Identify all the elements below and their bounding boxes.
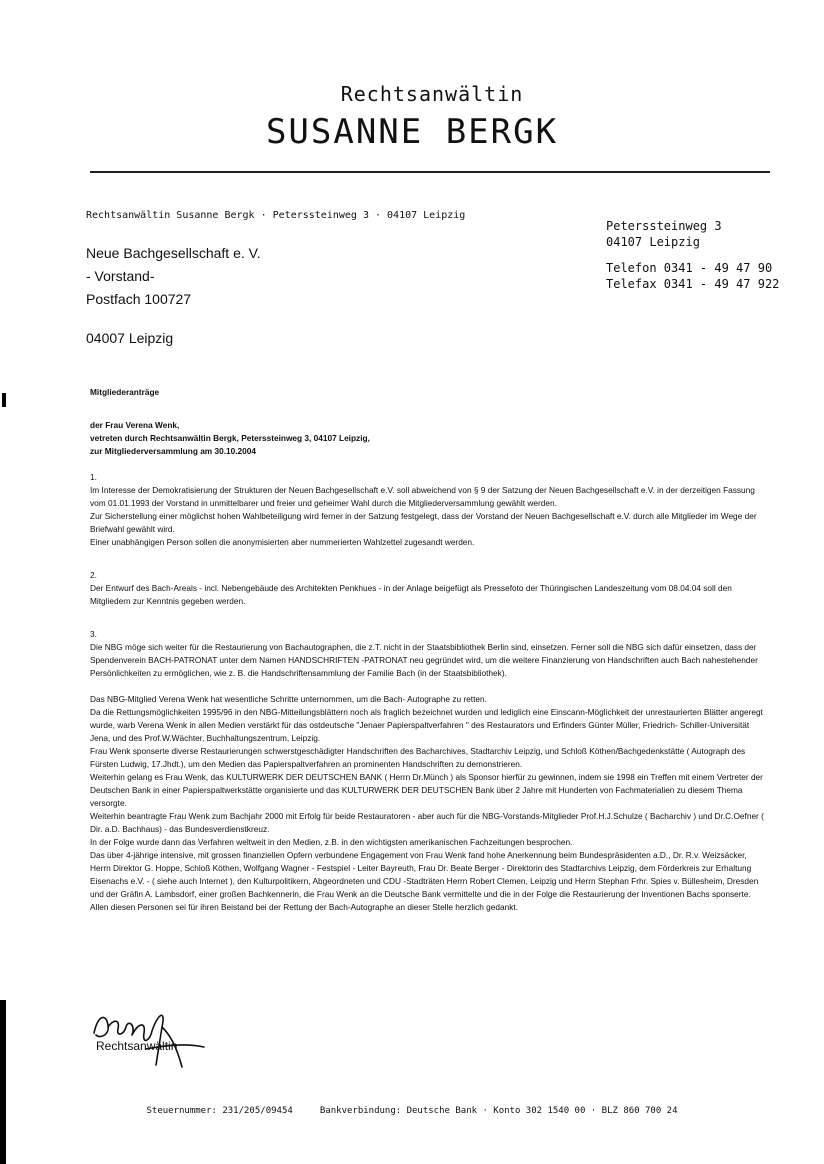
paragraph: Weiterhin beantragte Frau Wenk zum Bachjahr 2000 mit Erfolg für beide Restauratoren - aber auch für die NBG-Vorstands-Mitglieder Prof.H.J.Schulze ( Bacharchiv ) und Dr.C.Oefner ( Dir. a.D. Bachhaus) - das Bundesverdienstkreuz. bbox=[90, 811, 764, 834]
paragraph: Das über 4-jährige intensive, mit grossen finanziellen Opfern verbundene Engagement von Frau Wenk fand hohe Anerkennung beim Bundespräsidenten a.D., Dr. R.v. Weizsäcker, Herrn Direktor G. Hoppe, Schloß Köthen, Wolfgang Wagner - Festspiel - Leiter Bayreuth, Frau Dr. Beate Berger - Direktorin des Stadtarchivs Leipzig, dem Förderkreis zur Erhaltung Eisenachs e.V. - ( siehe auch Internet ), den Kulturpolitikern, Abgeordneten und CDU -Stadträten Herrn Robert Clemen, Leipzig und Herrn Stephan Frhr. Spies v. Büllesheim, Dresden und der Gräfin A. Lambsdorf, einer großen Bachkennerin, die Frau Wenk an die Deutsche Bank vermittelte und die in der Folge die Restaurierung der Inventionen Bachs sponserte. bbox=[90, 850, 759, 899]
contact-fax: Telefax 0341 - 49 47 922 bbox=[606, 277, 780, 291]
contact-block bbox=[606, 218, 779, 292]
paragraph: Allen diesen Personen sei für ihren Beistand bei der Rettung der Bach-Autographe an dieser Stelle herzlich gedankt. bbox=[90, 902, 519, 912]
paragraph: Im Interesse der Demokratisierung der Strukturen der Neuen Bachgesellschaft e.V. soll abweichend von § 9 der Satzung der Neuen Bachgesellschaft e.V. in der derzeitigen Fassung vom 01.01.1993 der Vorstand in unmittelbarer und freier und geheimer Wahl durch die Mitgliederversammlung gewählt werden. bbox=[90, 485, 755, 508]
contact-phone: Telefon 0341 - 49 47 90 bbox=[606, 261, 773, 275]
paragraph: Einer unabhängigen Person sollen die anonymisierten aber nummerierten Wahlzettel zugesandt werden. bbox=[90, 537, 475, 547]
recipient-postbox: Postfach 100727 bbox=[86, 291, 192, 307]
recipient-name: Neue Bachgesellschaft e. V. bbox=[86, 245, 261, 261]
footer bbox=[0, 1106, 824, 1116]
intro-line: vetreten durch Rechtsanwältin Bergk, Peterssteinweg 3, 04107 Leipzig, bbox=[90, 433, 370, 443]
intro-line: zur Mitgliederversammlung am 30.10.2004 bbox=[90, 446, 257, 456]
paragraph: Der Entwurf des Bach-Areals - incl. Nebengebäude des Architekten Penkhues - in der Anlage beigefügt als Pressefoto der Thüringischen Landeszeitung vom 08.04.04 soll den Mitgliedern zur Kenntnis gegeben werden. bbox=[90, 583, 732, 606]
signature-label: Rechtsanwältin bbox=[96, 1039, 178, 1053]
recipient-city: 04007 Leipzig bbox=[86, 330, 174, 346]
subject-line: Mitgliederanträge bbox=[90, 387, 160, 397]
paragraph: Da die Rettungsmöglichkeiten 1995/96 in den NBG-Mitteilungsblättern noch als fraglich bezeichnet wurden und lediglich eine Einscann-Möglichkeit der unrestaurierten Blätter angeregt wurde, warb Verena Wenk in allen Medien verstärkt für das ostdeutsche "Jenaer Papierspaltverfahren " des Restaurators und Erfinders Günter Müller, Friedrich- Schiller-Universität Jena, und des Prof.W.Wächter, Buchhaltungszentrum, Leipzig. bbox=[90, 707, 763, 743]
bank-details: Bankverbindung: Deutsche Bank · Konto 302 1540 00 · BLZ 860 700 24 bbox=[319, 1106, 678, 1116]
sender-line: Rechtsanwältin Susanne Bergk · Peterssteinweg 3 · 04107 Leipzig bbox=[86, 210, 466, 221]
paragraph: Zur Sicherstellung einer möglichst hohen Wahlbeteiligung wird ferner in der Satzung festgelegt, dass der Vorstand der Neuen Bachgesellschaft e.V. durch alle Mitglieder im Wege der Briefwahl gewählt wird. bbox=[90, 511, 757, 534]
letterhead-name: SUSANNE BERGK bbox=[265, 112, 559, 152]
signature bbox=[86, 1005, 246, 1075]
paragraph: Die NBG möge sich weiter für die Restaurierung von Bachautographen, die z.T. nicht in der Staatsbibliothek Berlin sind, einsetzen. Ferner soll die NBG sich dafür einsetzen, dass der Spendenverein BACH-PATRONAT unter dem Namen HANDSCHRIFTEN -PATRONAT neu gegründet wird, um die weitere Finanzierung von Handschriften auch Bach nahestehender Persönlichkeiten zu ermöglichen, wie z. B. die Handschriftensammlung der Familie Bach (in der Staatsbibliothek). bbox=[90, 642, 758, 678]
contact-street: Peterssteinweg 3 bbox=[606, 219, 722, 233]
paragraph: Frau Wenk sponserte diverse Restaurierungen schwerstgeschädigter Handschriften des Bacharchives, Stadtarchiv Leipzig, und Schloß Köthen/Bachgedenkstätte ( Autograph des Fürsten Ludwig, 17.Jhdt.), um den Medien das Papierspaltverfahren an prominenten Handschriften zu demonstrieren. bbox=[90, 746, 746, 769]
scan-edge bbox=[0, 1000, 6, 1164]
paragraph: Weiterhin gelang es Frau Wenk, das KULTURWERK DER DEUTSCHEN BANK ( Herrn Dr.Münch ) als Sponsor hierfür zu gewinnen, indem sie 1998 ein Treffen mit einem Vertreter der Deutschen Bank in einer Papierspaltwerkstätte organisierte und das KULTURWERK DER DEUTSCHEN Bank über 2 Jahre mit Hunderten von Fachmaterialien zu diesem Thema versorgte. bbox=[90, 772, 763, 808]
intro-line: der Frau Verena Wenk, bbox=[90, 420, 180, 430]
recipient-address bbox=[86, 242, 261, 311]
scan-mark bbox=[2, 393, 6, 407]
section-number: 2. bbox=[90, 570, 97, 580]
letterhead-rule bbox=[90, 171, 770, 173]
section-number: 3. bbox=[90, 629, 97, 639]
paragraph: Das NBG-Mitglied Verena Wenk hat wesentliche Schritte unternommen, um die Bach- Autographe zu retten. bbox=[90, 694, 487, 704]
tax-number: Steuernummer: 231/205/09454 bbox=[146, 1106, 293, 1116]
contact-city: 04107 Leipzig bbox=[606, 235, 700, 249]
letterhead-profession: Rechtsanwältin bbox=[340, 82, 524, 106]
letter-body bbox=[90, 386, 768, 914]
section-number: 1. bbox=[90, 472, 97, 482]
paragraph: In der Folge wurde dann das Verfahren weltweit in den Medien, z.B. in den wichtigsten amerikanischen Fachzeitungen besprochen. bbox=[90, 837, 573, 847]
recipient-department: - Vorstand- bbox=[86, 268, 155, 284]
